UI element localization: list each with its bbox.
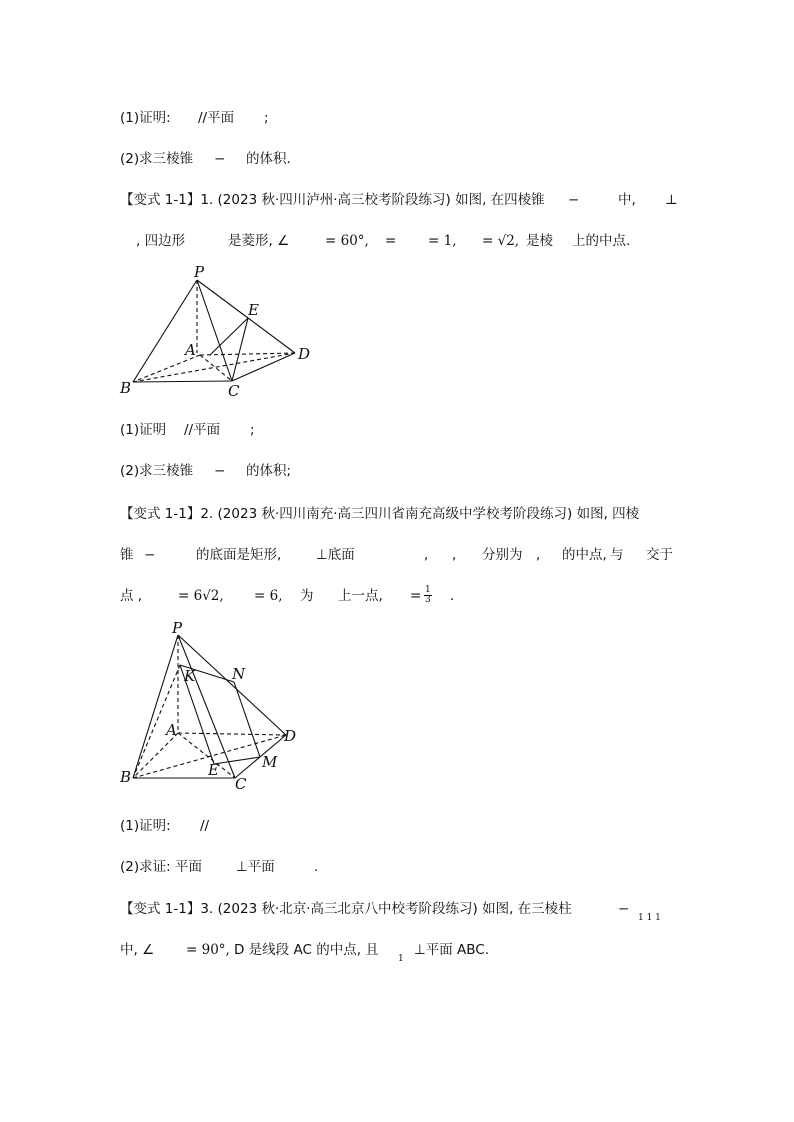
variant2-line3-c: 上一点, [338,588,383,604]
variant2-eq2: = 6, [254,588,283,604]
variant2-line2-i: 与 [610,547,624,563]
variant3-header [120,899,661,923]
variant2-q1-text: // [200,818,210,834]
variant3-line2-c: ⊥平面 ABC. [414,942,490,958]
variant2-line3-end: . [450,588,455,604]
part1-label: (1)证明: [120,110,171,126]
variant3-source: (2023 秋·北京·高三北京八中校考阶段练习) [217,901,478,917]
edge-PC [178,635,235,778]
part2-end: 的体积. [246,151,291,167]
label-B: B [120,379,132,397]
variant1-q1-end: ; [250,422,255,438]
variant2-eq1: = 6√2, [178,588,224,604]
variant2-line2-a: 锥 [120,547,134,563]
variant1-perp: ⊥ [665,192,678,208]
variant3-tag: 【变式 1-1】3. [120,901,214,917]
label-P: P [194,263,205,281]
variant3-eq: = 90°, [186,942,230,958]
variant2-line2-g: , [536,547,541,563]
variant3-line2 [120,940,490,964]
label-K: K [184,667,196,685]
variant2-q2-end: . [314,859,319,875]
edge-NM [234,682,260,757]
variant1-dash: − [568,192,580,208]
variant2-line2-e: , [452,547,457,563]
variant1-eq2: = 1, [428,233,457,249]
label-M: M [262,753,278,771]
variant2-dash: − [144,547,156,563]
variant1-source: (2023 秋·四川泸州·高三校考阶段练习) [217,192,451,208]
edge-PD [178,635,286,735]
label-A: A [185,341,196,359]
variant3-line2-b: D 是线段 AC 的中点, 且 [234,942,379,958]
variant1-q1-text: //平面 [184,422,221,438]
variant1-text-d: 是菱形, ∠ [228,233,290,249]
variant2-line2-b: 的底面是矩形, [196,547,282,563]
variant3-sub: 1 [398,954,404,964]
label-C: C [235,775,247,793]
variant2-line2-d: , [424,547,429,563]
variant2-line3-b: 为 [300,588,314,604]
variant1-eq1: = [385,233,397,249]
part2-dash: − [214,151,226,167]
variant2-tag: 【变式 1-1】2. [120,506,214,522]
variant1-q2-dash: − [214,463,226,479]
variant1-eq3: = √2, [482,233,520,249]
part1-end: ; [264,110,269,126]
variant2-q1-label: (1)证明: [120,818,171,834]
label-E: E [248,301,259,319]
variant1-q2-end: 的体积; [246,463,292,479]
variant3-text-a: 如图, 在三棱柱 [482,901,572,917]
variant2-q2 [120,857,319,877]
label-A: A [166,721,177,739]
variant3-line2-a: 中, ∠ [120,942,155,958]
edge-PB [133,635,178,778]
variant3-subscripts: 1 1 1 [638,913,661,923]
variant2-line3-a: 点 , [120,588,143,604]
part2-label: (2)求三棱锥 [120,151,194,167]
variant2-line2-c: ⊥底面 [316,547,355,563]
variant1-text-f: 上的中点. [572,233,631,249]
label-C: C [228,382,240,400]
frac-denominator: 3 [425,595,431,605]
frac-numerator: 1 [425,585,431,595]
edge-CD [235,735,286,778]
variant1-text-b: 中, [618,192,636,208]
label-B: B [120,768,132,786]
variant2-q2-text: ⊥平面 [236,859,275,875]
variant1-q2-label: (2)求三棱锥 [120,463,194,479]
variant2-eq3: = [410,588,422,604]
label-N: N [232,665,246,683]
label-D: D [298,345,311,363]
variant1-text-c: , 四边形 [136,233,186,249]
edge-AD [178,733,286,735]
variant2-line2-f: 分别为 [482,547,523,563]
label-P: P [172,619,183,637]
variant2-q2-label: (2)求证: 平面 [120,859,202,875]
variant2-q1 [120,816,210,836]
variant2-text-a: 如图, 四棱 [576,506,640,522]
variant3-dash: − [618,901,630,917]
variant2-line2-h: 的中点, [562,547,607,563]
variant1-angle: = 60°, [325,233,369,249]
variant2-source: (2023 秋·四川南充·高三四川省南充高级中学校考阶段练习) [217,506,573,522]
label-E: E [208,761,219,779]
variant1-tag: 【变式 1-1】1. [120,192,214,208]
variant1-q1-label: (1)证明 [120,422,167,438]
variant2-line2-j: 交于 [646,547,673,563]
variant1-text-a: 如图, 在四棱锥 [455,192,545,208]
label-D: D [284,727,297,745]
part1-text: //平面 [198,110,235,126]
variant1-text-e: 是棱 [526,233,553,249]
